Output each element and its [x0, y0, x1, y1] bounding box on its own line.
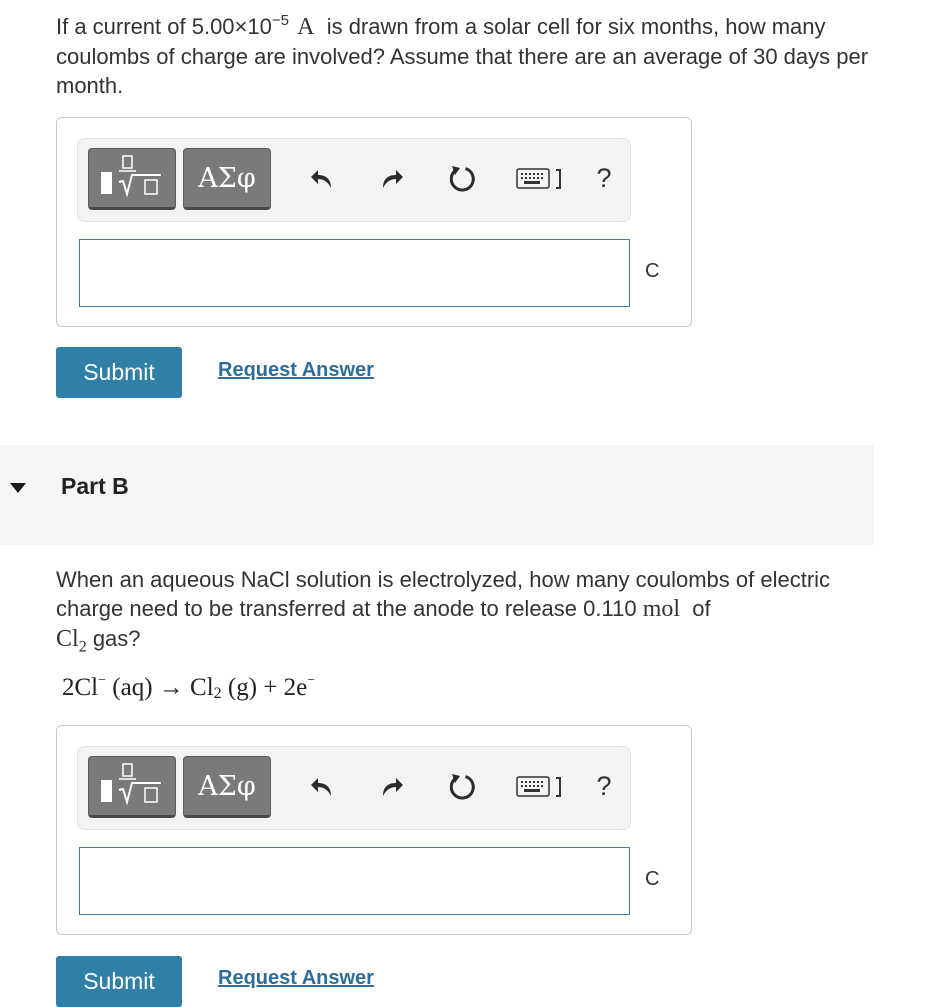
redo-icon[interactable]	[374, 159, 410, 199]
greek-label: ΑΣφ	[198, 770, 256, 802]
state: (aq)	[112, 674, 153, 701]
undo-icon[interactable]	[304, 159, 340, 199]
redo-icon[interactable]	[374, 767, 410, 807]
electrons: 2e	[283, 674, 308, 701]
question-text: When an aqueous NaCl solution is electrolyzed, how many coulombs of electric charge need to be transferred at the anode to release 0.110	[56, 567, 831, 621]
math-toolbar	[77, 138, 631, 222]
reset-icon[interactable]	[444, 767, 480, 807]
chlorine-symbol: Cl	[56, 626, 79, 652]
templates-icon	[89, 757, 175, 815]
collapse-caret-icon[interactable]	[10, 483, 26, 493]
help-icon[interactable]	[586, 766, 622, 806]
greek-symbols-button[interactable]	[183, 148, 271, 210]
question-text: of	[692, 596, 711, 621]
templates-button[interactable]	[88, 148, 176, 210]
answer-input[interactable]	[79, 239, 630, 307]
subscript: 2	[213, 685, 222, 702]
part-b-header[interactable]	[0, 445, 874, 545]
equation-reactant: 2Cl	[62, 674, 99, 701]
answer-unit: C	[645, 868, 660, 890]
templates-icon	[89, 149, 175, 207]
reaction-arrow: →	[158, 674, 184, 701]
request-answer-link[interactable]: Request Answer	[218, 359, 374, 381]
math-toolbar	[77, 746, 631, 830]
question-text: If a current of 5.00×10	[56, 14, 272, 39]
question-text: gas?	[92, 626, 141, 651]
keyboard-icon[interactable]	[514, 159, 570, 199]
submit-label: Submit	[83, 968, 155, 994]
help-icon[interactable]	[586, 158, 622, 198]
equation-product: Cl	[190, 674, 214, 701]
help-label: ?	[596, 162, 612, 193]
submit-label: Submit	[83, 359, 155, 385]
submit-button[interactable]	[56, 956, 182, 1007]
keyboard-icon[interactable]	[514, 767, 570, 807]
answer-panel-a	[56, 117, 692, 327]
part-a-question	[56, 12, 876, 100]
templates-button[interactable]	[88, 756, 176, 818]
subscript: 2	[78, 638, 87, 656]
unit-mol: mol	[642, 596, 681, 622]
state: (g)	[227, 674, 258, 701]
unit-amperes: A	[297, 14, 315, 40]
answer-input[interactable]	[79, 847, 630, 915]
answer-panel-b	[56, 725, 692, 935]
question-text: is drawn from a solar cell for six months, how many coulombs of charge are involved? Assume that there are an average of 30 days per month.	[56, 14, 869, 98]
submit-button[interactable]	[56, 347, 182, 398]
reset-icon[interactable]	[444, 159, 480, 199]
reaction-equation	[62, 674, 315, 702]
charge: −	[307, 673, 316, 688]
charge: −	[98, 673, 107, 688]
plus-sign: +	[263, 674, 278, 701]
greek-label: ΑΣφ	[198, 162, 256, 194]
part-title: Part B	[61, 473, 129, 499]
answer-unit: C	[645, 260, 660, 282]
help-label: ?	[596, 770, 612, 801]
part-b-question	[56, 565, 876, 661]
exponent: −5	[271, 12, 289, 29]
greek-symbols-button[interactable]	[183, 756, 271, 818]
undo-icon[interactable]	[304, 767, 340, 807]
request-answer-link[interactable]: Request Answer	[218, 967, 374, 989]
